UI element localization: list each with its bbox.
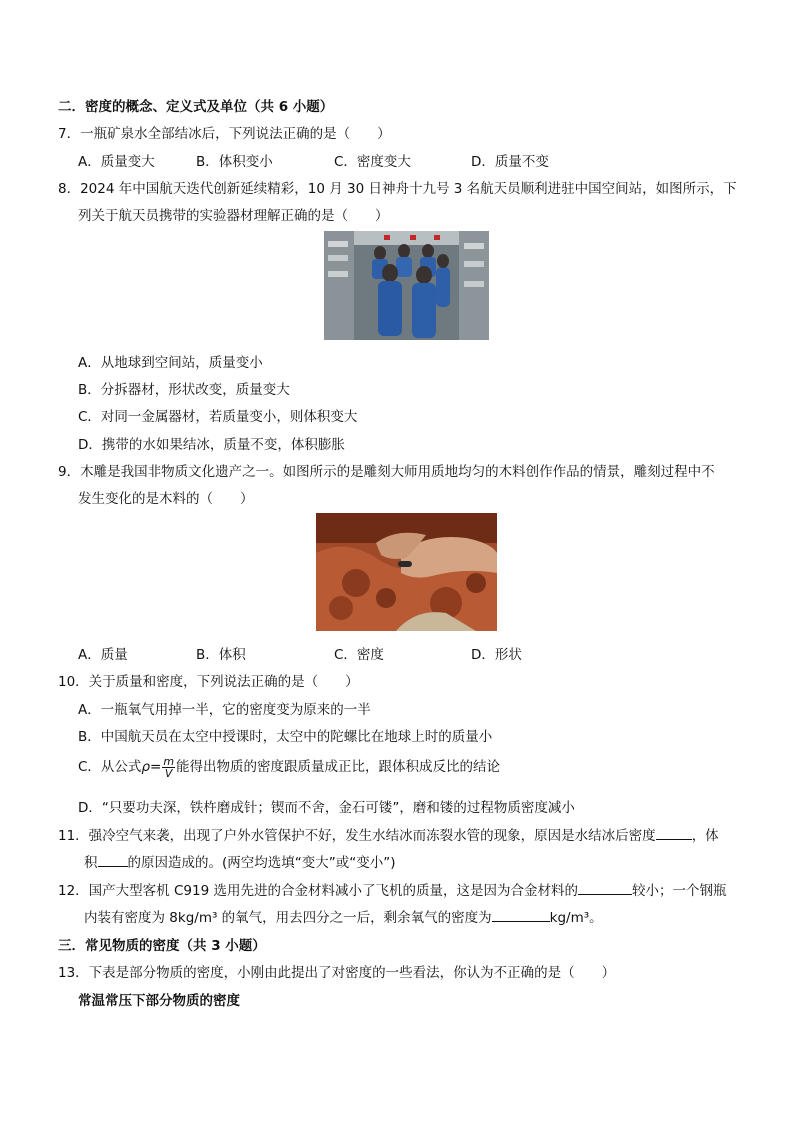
q9-option-a: A．质量 bbox=[78, 647, 128, 663]
section-title-3: 三．常见物质的密度（共 3 小题） bbox=[58, 938, 266, 954]
q7-option-b: B．体积变小 bbox=[196, 154, 273, 170]
formula-numerator: m bbox=[163, 754, 175, 768]
question-12-line2 bbox=[84, 906, 603, 926]
q12-text-a: 12．国产大型客机 C919 选用先进的合金材料减小了飞机的质量，这是因为合金材料的 bbox=[58, 883, 578, 899]
density-formula-fraction bbox=[162, 756, 175, 779]
wood-carving-photo bbox=[316, 513, 497, 631]
q11-text-a: 11．强冷空气来袭，出现了户外水管保护不好，发生水结冰而冻裂水管的现象，原因是水结冰后密度 bbox=[58, 828, 656, 844]
question-9-stem-line1: 9．木雕是我国非物质文化遗产之一。如图所示的是雕刻大师用质地均匀的木料创作作品的情景，雕刻过程中不 bbox=[58, 464, 715, 480]
q12-blank-2[interactable] bbox=[492, 907, 550, 922]
q11-blank-1[interactable] bbox=[656, 825, 692, 840]
q8-option-a: A．从地球到空间站，质量变小 bbox=[78, 355, 263, 371]
astronauts-photo bbox=[324, 231, 489, 340]
q10-option-c-suffix: 能得出物质的密度跟质量成正比，跟体积成反比的结论 bbox=[176, 759, 501, 775]
q12-text-c: 内装有密度为 8kg/m³ 的氧气，用去四分之一后，剩余氧气的密度为 bbox=[84, 910, 492, 926]
question-9-stem-line2: 发生变化的是木料的（ ） bbox=[78, 491, 254, 507]
q7-option-c: C．密度变大 bbox=[334, 154, 411, 170]
q10-option-c-prefix: C．从公式 bbox=[78, 759, 142, 775]
table-title: 常温常压下部分物质的密度 bbox=[78, 993, 240, 1009]
q10-option-d: D．“只要功夫深，铁杵磨成针；锲而不舍，金石可镂”，磨和镂的过程物质密度减小 bbox=[78, 800, 575, 816]
question-8-stem-line1: 8．2024 年中国航天迭代创新延续精彩，10 月 30 日神舟十九号 3 名航天员顺利进驻中国空间站，如图所示，下 bbox=[58, 181, 737, 197]
q7-option-a: A．质量变大 bbox=[78, 154, 155, 170]
question-10-stem: 10．关于质量和密度，下列说法正确的是（ ） bbox=[58, 674, 359, 690]
section-title: 二．密度的概念、定义式及单位（共 6 小题） bbox=[58, 99, 334, 115]
q12-text-d: kg/m³。 bbox=[549, 910, 603, 926]
q12-text-b: 较小；一个钢瓶 bbox=[631, 883, 727, 899]
question-13-stem: 13．下表是部分物质的密度，小刚由此提出了对密度的一些看法，你认为不正确的是（ ） bbox=[58, 965, 616, 981]
q12-blank-1[interactable] bbox=[578, 880, 632, 895]
formula-denominator: V bbox=[164, 766, 173, 780]
density-formula-lhs: ρ= bbox=[141, 759, 162, 775]
q9-option-c: C．密度 bbox=[334, 647, 384, 663]
q11-text-d: 的原因造成的。(两空均选填“变大”或“变小”) bbox=[127, 855, 396, 871]
q8-option-d: D．携带的水如果结冰，质量不变，体积膨胀 bbox=[78, 437, 345, 453]
q10-option-b: B．中国航天员在太空中授课时，太空中的陀螺比在地球上时的质量小 bbox=[78, 729, 493, 745]
q8-option-b: B．分拆器材，形状改变，质量变大 bbox=[78, 382, 290, 398]
q7-option-d: D．质量不变 bbox=[471, 154, 549, 170]
q10-option-c bbox=[78, 752, 500, 782]
q9-option-b: B．体积 bbox=[196, 647, 246, 663]
question-7-stem: 7．一瓶矿泉水全部结冰后，下列说法正确的是（ ） bbox=[58, 126, 391, 142]
question-11-line2 bbox=[84, 851, 396, 871]
q11-text-b: ，体 bbox=[691, 828, 719, 844]
question-12-line1 bbox=[58, 879, 726, 899]
question-8-stem-line2: 列关于航天员携带的实验器材理解正确的是（ ） bbox=[78, 208, 389, 224]
q11-blank-2[interactable] bbox=[98, 852, 128, 867]
q8-option-c: C．对同一金属器材，若质量变小，则体积变大 bbox=[78, 409, 358, 425]
q9-option-d: D．形状 bbox=[471, 647, 522, 663]
q11-text-c: 积 bbox=[84, 855, 98, 871]
q10-option-a: A．一瓶氧气用掉一半，它的密度变为原来的一半 bbox=[78, 702, 371, 718]
question-11-line1 bbox=[58, 824, 719, 844]
